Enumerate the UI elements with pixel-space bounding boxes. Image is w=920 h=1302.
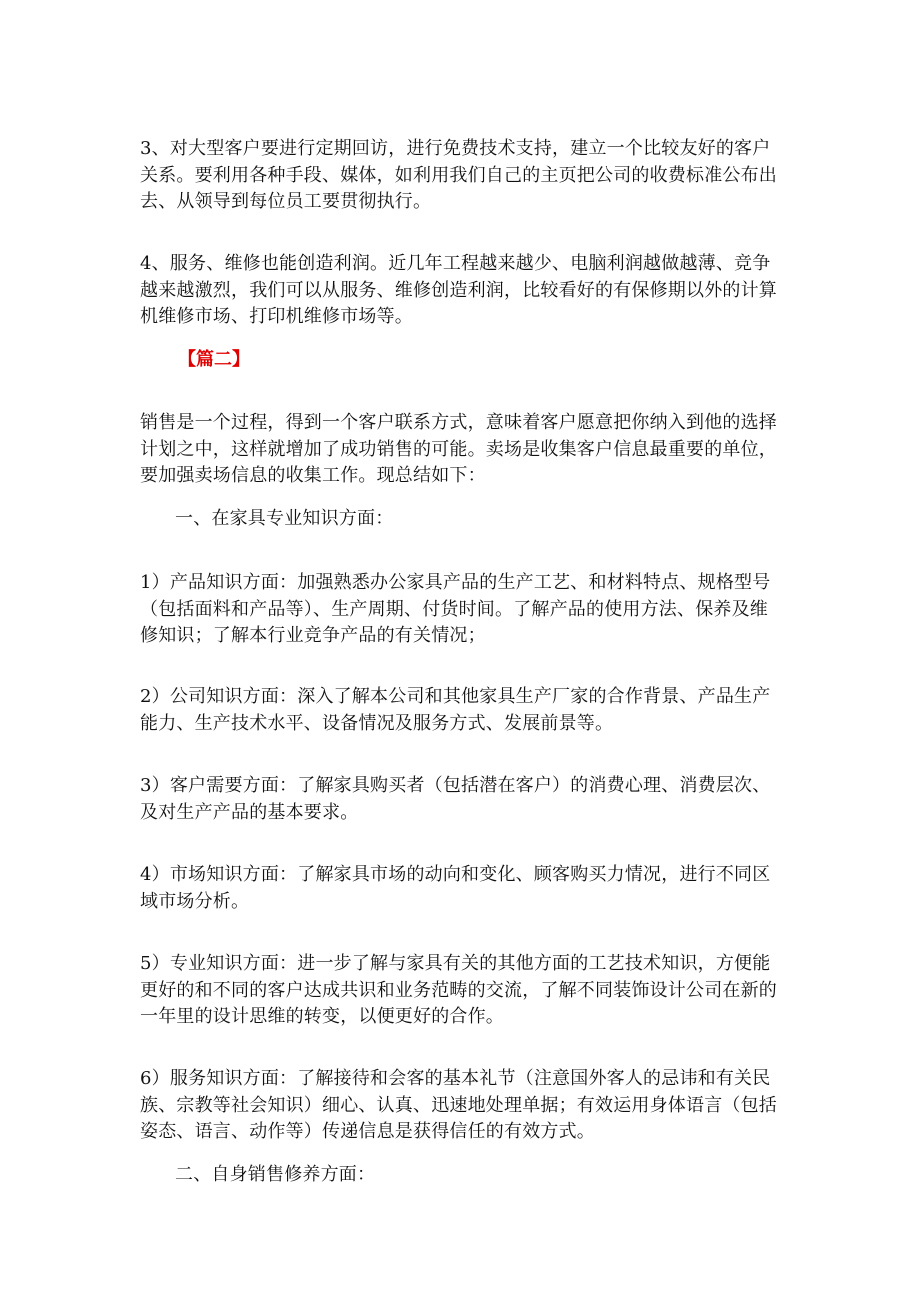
paragraph-point-3: 3、对大型客户要进行定期回访，进行免费技术支持，建立一个比较友好的客户关系。要利用各种手段、媒体，如利用我们自己的主页把公司的收费标准公布出去、从领导到每位员工要贯彻执行。 xyxy=(140,138,777,212)
list-item-customer-needs: 3）客户需要方面：了解家具购买者（包括潜在客户）的消费心理、消费层次、及对生产产品的基本要求。 xyxy=(140,775,771,823)
list-item-product-knowledge: 1）产品知识方面：加强熟悉办公家具产品的生产工艺、和材料特点、规格型号（包括面料和产品等）、生产周期、付货时间。了解产品的使用方法、保养及维修知识；了解本行业竞争产品的有关情况； xyxy=(140,572,771,646)
section-heading: 【篇二】 xyxy=(178,349,250,370)
list-item-service-knowledge: 6）服务知识方面：了解接待和会客的基本礼节（注意国外客人的忌讳和有关民族、宗教等社会知识）细心、认真、迅速地处理单据；有效运用身体语言（包括姿态、语言、动作等）传递信息是获得信任的有效方式。 xyxy=(140,1068,777,1142)
subheading-furniture-knowledge: 一、在家具专业知识方面： xyxy=(175,508,394,529)
list-item-professional-knowledge: 5）专业知识方面：进一步了解与家具有关的其他方面的工艺技术知识，方便能更好的和不同的客户达成共识和业务范畴的交流，了解不同装饰设计公司在新的一年里的设计思维的转变，以便更好的合作。 xyxy=(140,953,777,1027)
list-item-company-knowledge: 2）公司知识方面：深入了解本公司和其他家具生产厂家的合作背景、产品生产能力、生产技术水平、设备情况及服务方式、发展前景等。 xyxy=(140,686,771,734)
list-item-market-knowledge: 4）市场知识方面：了解家具市场的动向和变化、顾客购买力情况，进行不同区域市场分析。 xyxy=(140,864,771,912)
paragraph-intro: 销售是一个过程，得到一个客户联系方式，意味着客户愿意把你纳入到他的选择计划之中，这样就增加了成功销售的可能。卖场是收集客户信息最重要的单位，要加强卖场信息的收集工作。现总结如下： xyxy=(140,412,777,486)
subheading-self-cultivation: 二、自身销售修养方面： xyxy=(175,1164,376,1185)
paragraph-point-4: 4、服务、维修也能创造利润。近几年工程越来越少、电脑利润越做越薄、竞争越来越激烈，我们可以从服务、维修创造利润，比较看好的有保修期以外的计算机维修市场、打印机维修市场等。 xyxy=(140,253,777,327)
